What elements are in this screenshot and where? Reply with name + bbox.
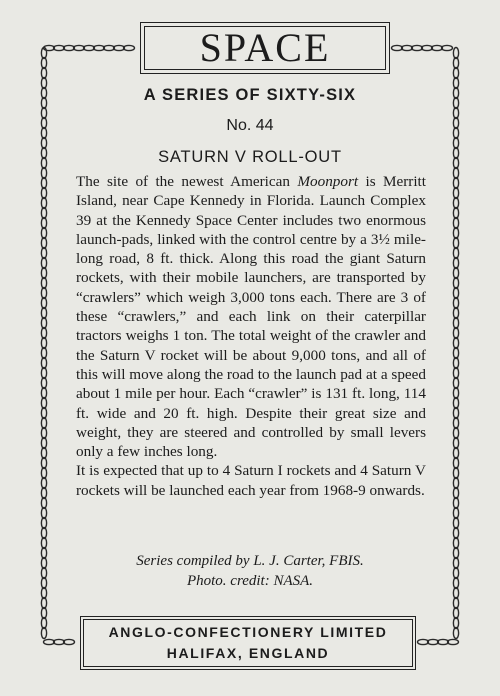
moonport-emphasis: Moonport	[297, 173, 359, 190]
publisher-location: HALIFAX, ENGLAND	[166, 645, 330, 661]
publisher-name: ANGLO-CONFECTIONERY LIMITED	[108, 624, 388, 640]
publisher-box	[80, 616, 416, 670]
card-title: SATURN V ROLL-OUT	[158, 148, 342, 166]
card-description	[76, 172, 426, 500]
card-series-title: SPACE	[199, 25, 331, 70]
description-paragraph-1: The site of the newest American Moonport is Merritt Island, near Cape Kennedy in Florida. Launch Complex 39 at the Kennedy Space Center includes two enormous launch-pads, linked with the control centre by a 3½ mile-long road, 8 ft. thick. Along this road the giant Saturn rockets, with their mobile launchers, are transported by “crawlers” which weigh 3,000 tons each. There are 3 of these “crawlers,” and each link on their caterpillar tractors weighs 1 ton. The total weight of the crawler and the Saturn V rocket will be about 9,000 tons, and all of this will move along the road to the launch pad at a speed about 1 mile per hour. Each “crawler” is 131 ft. long, 114 ft. wide and 20 ft. high. Despite their great size and weight, they are steered and controlled by small levers only a few inches long.	[76, 173, 427, 461]
description-paragraph-2: It is expected that up to 4 Saturn I rockets and 4 Saturn V rockets will be launched each year from 1968-9 onwards.	[76, 462, 426, 499]
title-box	[140, 22, 390, 74]
photo-credit: Photo. credit: NASA.	[186, 572, 314, 589]
series-compiler-credit: Series compiled by L. J. Carter, FBIS.	[136, 553, 364, 569]
credits	[0, 552, 500, 591]
series-subtitle: A SERIES OF SIXTY-SIX	[143, 86, 357, 104]
card-number: No. 44	[226, 117, 274, 134]
